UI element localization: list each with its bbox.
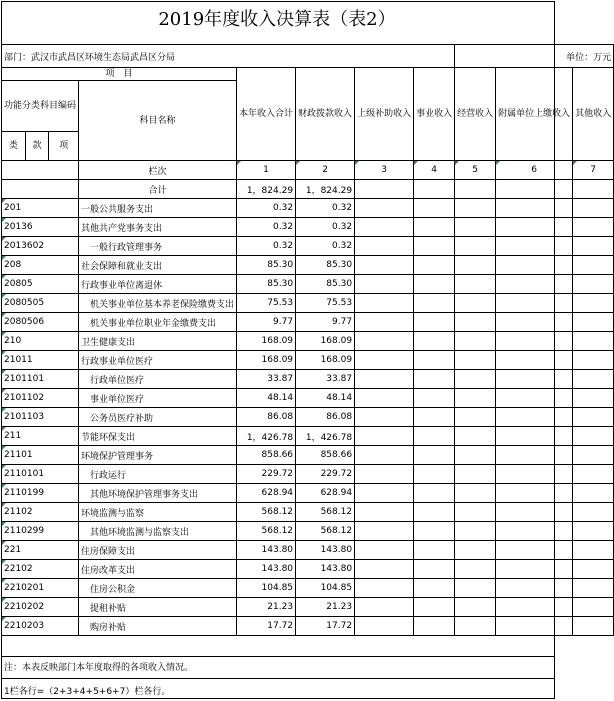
empty-cell — [496, 484, 573, 503]
empty-cell — [455, 370, 496, 389]
subject-code-cell: 2101101 — [2, 370, 79, 389]
empty-cell — [496, 560, 573, 579]
affiliated-header: 附属单位上缴收入 — [496, 68, 573, 161]
table-row — [2, 427, 614, 446]
empty-cell — [496, 199, 573, 218]
empty-cell — [573, 579, 614, 598]
subject-code-cell: 2110199 — [2, 484, 79, 503]
table-row — [2, 294, 614, 313]
total-income-cell: 17.72 — [237, 617, 296, 636]
fiscal-cell: 229.72 — [296, 465, 355, 484]
empty-cell — [573, 617, 614, 636]
empty-cell — [573, 389, 614, 408]
empty-cell — [573, 522, 614, 541]
fiscal-cell: 33.87 — [296, 370, 355, 389]
subject-code-cell: 2080505 — [2, 294, 79, 313]
subject-name-cell: 一般公共服务支出 — [79, 199, 237, 218]
empty-cell — [414, 408, 455, 427]
subject-code-cell: 20136 — [2, 218, 79, 237]
total-income-cell: 85.30 — [237, 275, 296, 294]
fiscal-cell: 628.94 — [296, 484, 355, 503]
subject-name-cell: 机关事业单位职业年金缴费支出 — [79, 313, 237, 332]
subject-code-cell: 22102 — [2, 560, 79, 579]
subject-name-cell: 其他共产党事务支出 — [79, 218, 237, 237]
empty-cell — [355, 199, 414, 218]
empty-cell — [573, 560, 614, 579]
empty-cell — [573, 237, 614, 256]
subject-name-cell: 卫生健康支出 — [79, 332, 237, 351]
empty-cell — [496, 503, 573, 522]
empty-cell — [355, 332, 414, 351]
total-income-cell: 21.23 — [237, 598, 296, 617]
divider — [1, 678, 555, 679]
empty-cell — [496, 389, 573, 408]
empty-cell — [573, 218, 614, 237]
subject-name-cell: 住房公积金 — [79, 579, 237, 598]
empty-cell — [455, 313, 496, 332]
empty-cell — [414, 237, 455, 256]
subject-code-cell: 2080506 — [2, 313, 79, 332]
fiscal-cell: 568.12 — [296, 522, 355, 541]
col-number: 2 — [296, 161, 355, 180]
header-row-1 — [2, 68, 614, 81]
empty-cell — [355, 522, 414, 541]
empty-cell — [355, 598, 414, 617]
subject-code-cell: 20805 — [2, 275, 79, 294]
empty-cell — [455, 541, 496, 560]
subject-code-cell: 2210202 — [2, 598, 79, 617]
empty-cell — [355, 408, 414, 427]
empty-cell — [414, 617, 455, 636]
subject-name-cell: 购房补贴 — [79, 617, 237, 636]
empty-cell — [496, 237, 573, 256]
project-header: 项 目 — [2, 68, 237, 81]
empty-cell — [455, 484, 496, 503]
empty-cell — [496, 617, 573, 636]
empty-cell — [414, 351, 455, 370]
empty-cell — [414, 503, 455, 522]
subject-name-cell: 一般行政管理事务 — [79, 237, 237, 256]
empty-cell — [355, 370, 414, 389]
empty-cell — [414, 370, 455, 389]
subject-code-cell: 2101102 — [2, 389, 79, 408]
empty-cell — [496, 275, 573, 294]
empty-cell — [496, 522, 573, 541]
page-title: 2019年度收入决算表（表2） — [158, 9, 396, 30]
table-row — [2, 237, 614, 256]
income-table — [1, 44, 614, 636]
empty-cell — [455, 275, 496, 294]
empty-cell — [573, 332, 614, 351]
empty-cell — [355, 389, 414, 408]
note-1: 注：本表反映部门本年度取得的各项收入情况。 — [4, 663, 194, 673]
fiscal-cell: 168.09 — [296, 351, 355, 370]
col-number: 4 — [414, 161, 455, 180]
table-row — [2, 522, 614, 541]
subject-name-cell: 住房改革支出 — [79, 560, 237, 579]
subject-name-cell: 其他环境保护管理事务支出 — [79, 484, 237, 503]
total-income-cell: 229.72 — [237, 465, 296, 484]
subject-name-cell: 其他环境监测与监察支出 — [79, 522, 237, 541]
empty-cell — [414, 275, 455, 294]
empty-cell — [414, 446, 455, 465]
total-income-cell: 143.80 — [237, 560, 296, 579]
fiscal-cell: 75.53 — [296, 294, 355, 313]
fiscal-cell: 143.80 — [296, 560, 355, 579]
total-income-cell: 0.32 — [237, 218, 296, 237]
empty-cell — [414, 256, 455, 275]
fiscal-cell: 568.12 — [296, 503, 355, 522]
empty-cell — [355, 237, 414, 256]
empty-cell — [355, 256, 414, 275]
total-income-cell: 143.80 — [237, 541, 296, 560]
fiscal-cell: 17.72 — [296, 617, 355, 636]
total-income-cell: 168.09 — [237, 332, 296, 351]
subject-name-cell: 节能环保支出 — [79, 427, 237, 446]
subject-name-cell: 行政事业单位医疗 — [79, 351, 237, 370]
subject-code-cell: 21101 — [2, 446, 79, 465]
fiscal-cell: 143.80 — [296, 541, 355, 560]
empty-cell — [455, 389, 496, 408]
empty-cell — [414, 560, 455, 579]
total-label: 合计 — [79, 180, 237, 199]
fiscal-cell: 48.14 — [296, 389, 355, 408]
empty-cell — [496, 579, 573, 598]
empty-cell — [573, 275, 614, 294]
total-income-cell: 85.30 — [237, 256, 296, 275]
subject-name-cell: 事业单位医疗 — [79, 389, 237, 408]
empty-cell — [455, 598, 496, 617]
subject-name-cell: 行政事业单位离退休 — [79, 275, 237, 294]
subject-name-cell: 机关事业单位基本养老保险缴费支出 — [79, 294, 237, 313]
empty-cell — [455, 560, 496, 579]
empty-cell — [355, 560, 414, 579]
empty-cell — [496, 408, 573, 427]
fiscal-cell: 858.66 — [296, 446, 355, 465]
total-income-cell: 75.53 — [237, 294, 296, 313]
empty-cell — [573, 256, 614, 275]
empty-cell — [455, 408, 496, 427]
empty-cell — [414, 541, 455, 560]
table-row — [2, 199, 614, 218]
subject-code-cell: 2210201 — [2, 579, 79, 598]
empty-cell — [455, 427, 496, 446]
fiscal-cell: 0.32 — [296, 237, 355, 256]
empty-cell — [455, 199, 496, 218]
total-income-cell: 48.14 — [237, 389, 296, 408]
subject-code-cell: 2101103 — [2, 408, 79, 427]
empty-cell — [573, 503, 614, 522]
empty-cell — [355, 294, 414, 313]
empty-cell — [573, 313, 614, 332]
empty-cell — [573, 408, 614, 427]
empty-cell — [455, 503, 496, 522]
table-row — [2, 446, 614, 465]
empty-cell — [355, 218, 414, 237]
empty-cell — [496, 427, 573, 446]
empty-cell — [355, 541, 414, 560]
table-row — [2, 275, 614, 294]
total-income-cell: 0.32 — [237, 199, 296, 218]
total-income-cell: 168.09 — [237, 351, 296, 370]
empty-cell — [573, 294, 614, 313]
total-income-cell: 9.77 — [237, 313, 296, 332]
empty-cell — [496, 218, 573, 237]
total-income-cell: 858.66 — [237, 446, 296, 465]
empty-cell — [414, 294, 455, 313]
table-row — [2, 484, 614, 503]
operating-header: 经营收入 — [455, 68, 496, 161]
table-row — [2, 351, 614, 370]
fiscal-cell: 85.30 — [296, 256, 355, 275]
empty-cell — [414, 465, 455, 484]
subject-name-cell: 行政运行 — [79, 465, 237, 484]
col-number: 6 — [496, 161, 573, 180]
col-number: 1 — [237, 161, 296, 180]
fiscal-cell: 0.32 — [296, 218, 355, 237]
business-header: 事业收入 — [414, 68, 455, 161]
empty-cell — [455, 218, 496, 237]
subject-code-cell: 201 — [2, 199, 79, 218]
empty-cell — [573, 446, 614, 465]
table-row — [2, 332, 614, 351]
divider — [1, 656, 555, 657]
empty-cell — [496, 465, 573, 484]
table-row — [2, 218, 614, 237]
column-number-row — [2, 161, 614, 180]
subject-code-cell: 208 — [2, 256, 79, 275]
empty-cell — [414, 389, 455, 408]
subject-name-cell: 社会保障和就业支出 — [79, 256, 237, 275]
table-row — [2, 370, 614, 389]
empty-cell — [573, 199, 614, 218]
table-row — [2, 598, 614, 617]
col-number: 5 — [455, 161, 496, 180]
subject-code-cell: 2210203 — [2, 617, 79, 636]
fiscal-cell: 21.23 — [296, 598, 355, 617]
empty-cell — [355, 503, 414, 522]
empty-cell — [496, 294, 573, 313]
fiscal-header: 财政拨款收入 — [296, 68, 355, 161]
empty-cell — [355, 579, 414, 598]
empty-cell — [355, 484, 414, 503]
kuan-header: 款 — [25, 132, 49, 161]
empty-cell — [414, 522, 455, 541]
subject-name-cell: 环境监测与监察 — [79, 503, 237, 522]
empty-cell — [414, 598, 455, 617]
table-row — [2, 465, 614, 484]
empty-cell — [414, 199, 455, 218]
total-income-header: 本年收入合计 — [237, 68, 296, 161]
subject-name-cell: 环境保护管理事务 — [79, 446, 237, 465]
empty-cell — [573, 598, 614, 617]
dept-label: 部门：武汉市武昌区环境生态局武昌区分局 — [4, 52, 176, 63]
col-number: 7 — [573, 161, 614, 180]
empty-cell — [573, 541, 614, 560]
fiscal-cell: 85.30 — [296, 275, 355, 294]
total-income-cell: 33.87 — [237, 370, 296, 389]
subject-code-cell: 210 — [2, 332, 79, 351]
empty-cell — [455, 579, 496, 598]
total-income-cell: 568.12 — [237, 503, 296, 522]
subject-code-cell: 221 — [2, 541, 79, 560]
empty-cell — [455, 332, 496, 351]
total-fiscal-value: 1，824.29 — [296, 180, 355, 199]
subject-code-cell: 2110101 — [2, 465, 79, 484]
fiscal-cell: 104.85 — [296, 579, 355, 598]
table-row — [2, 579, 614, 598]
empty-cell — [455, 294, 496, 313]
total-income-cell: 104.85 — [237, 579, 296, 598]
subject-name-header: 科目名称 — [79, 81, 237, 161]
total-income-cell: 568.12 — [237, 522, 296, 541]
table-row — [2, 389, 614, 408]
subject-code-cell: 211 — [2, 427, 79, 446]
subject-name-cell: 住房保障支出 — [79, 541, 237, 560]
subject-code-cell: 2110299 — [2, 522, 79, 541]
empty-cell — [496, 256, 573, 275]
total-row — [2, 180, 614, 199]
lanci-label: 栏次 — [79, 161, 237, 180]
subject-code-cell: 21011 — [2, 351, 79, 370]
empty-cell — [496, 351, 573, 370]
empty-cell — [573, 465, 614, 484]
empty-cell — [455, 256, 496, 275]
empty-cell — [355, 617, 414, 636]
empty-cell — [455, 617, 496, 636]
total-income-cell: 0.32 — [237, 237, 296, 256]
empty-cell — [355, 351, 414, 370]
unit-label: 单位：万元 — [566, 52, 612, 63]
empty-cell — [455, 351, 496, 370]
empty-cell — [496, 598, 573, 617]
empty-cell — [355, 275, 414, 294]
subject-code-cell: 21102 — [2, 503, 79, 522]
subject-name-cell: 行政单位医疗 — [79, 370, 237, 389]
empty-cell — [355, 446, 414, 465]
table-row — [2, 408, 614, 427]
empty-cell — [355, 313, 414, 332]
table-row — [2, 503, 614, 522]
table-row — [2, 256, 614, 275]
superior-header: 上级补助收入 — [355, 68, 414, 161]
fiscal-cell: 168.09 — [296, 332, 355, 351]
total-income-cell: 628.94 — [237, 484, 296, 503]
subject-code-cell: 2013602 — [2, 237, 79, 256]
empty-cell — [455, 237, 496, 256]
subject-name-cell: 提租补贴 — [79, 598, 237, 617]
table-row — [2, 313, 614, 332]
fiscal-cell: 86.08 — [296, 408, 355, 427]
empty-cell — [355, 465, 414, 484]
dept-row — [2, 45, 614, 68]
empty-cell — [414, 427, 455, 446]
empty-cell — [414, 313, 455, 332]
note-2: 1栏各行=（2+3+4+5+6+7）栏各行。 — [4, 687, 171, 697]
total-income-cell: 86.08 — [237, 408, 296, 427]
empty-cell — [414, 579, 455, 598]
xiang-header: 项 — [49, 132, 79, 161]
func-code-header: 功能分类科目编码 — [2, 81, 79, 132]
empty-cell — [414, 484, 455, 503]
data-rows — [2, 199, 614, 636]
other-header: 其他收入 — [573, 68, 614, 161]
empty-cell — [573, 484, 614, 503]
empty-cell — [573, 427, 614, 446]
fiscal-cell: 1，426.78 — [296, 427, 355, 446]
empty-cell — [496, 370, 573, 389]
lei-header: 类 — [2, 132, 26, 161]
empty-cell — [455, 465, 496, 484]
empty-cell — [496, 313, 573, 332]
empty-cell — [496, 541, 573, 560]
empty-cell — [573, 370, 614, 389]
col-number: 3 — [355, 161, 414, 180]
empty-cell — [496, 332, 573, 351]
empty-cell — [573, 351, 614, 370]
empty-cell — [414, 332, 455, 351]
table-row — [2, 541, 614, 560]
table-row — [2, 560, 614, 579]
subject-name-cell: 公务员医疗补助 — [79, 408, 237, 427]
empty-cell — [414, 218, 455, 237]
empty-cell — [455, 446, 496, 465]
table-row — [2, 617, 614, 636]
fiscal-cell: 9.77 — [296, 313, 355, 332]
total-income-value: 1，824.29 — [237, 180, 296, 199]
fiscal-cell: 0.32 — [296, 199, 355, 218]
empty-cell — [496, 446, 573, 465]
empty-cell — [455, 522, 496, 541]
total-income-cell: 1，426.78 — [237, 427, 296, 446]
empty-cell — [355, 427, 414, 446]
